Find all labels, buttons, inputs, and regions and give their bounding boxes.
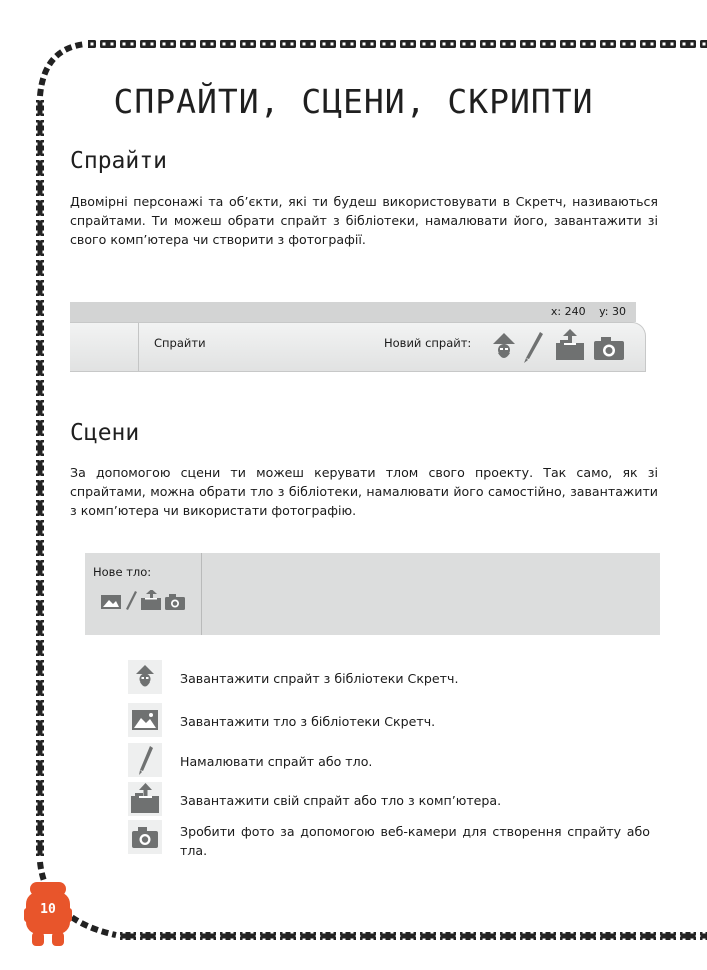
page-title: СПРАЙТИ, СЦЕНИ, СКРИПТИ xyxy=(113,82,594,121)
scenes-heading: Сцени xyxy=(70,420,140,446)
backdrop-panel xyxy=(85,553,660,635)
new-sprite-tools xyxy=(490,329,650,365)
sprite-library-icon[interactable] xyxy=(493,333,515,358)
sprites-paragraph: Двомірні персонажі та об’єкти, які ти будеш використовувати в Скретч, називаються спрайтами. Ти можеш обрати спрайт з бібліотеки, намалювати його, завантажити зі свого комп’ютера чи створити з фотографії. xyxy=(70,194,658,247)
legend-text-content: Зробити фото за допомогою веб-камери для створення спрайту або тла. xyxy=(180,824,650,858)
sprite-library-icon xyxy=(128,660,162,694)
camera-icon[interactable] xyxy=(594,337,624,360)
upload-icon[interactable] xyxy=(141,590,161,610)
backdrop-library-icon[interactable] xyxy=(101,595,121,609)
new-sprite-label: Новий спрайт: xyxy=(384,336,472,350)
coord-y: y: 30 xyxy=(599,305,626,318)
sprites-heading: Спрайти xyxy=(70,148,167,174)
backdrop-library-icon xyxy=(128,703,162,737)
scenes-paragraph: За допомогою сцени ти можеш керувати тлом свого проекту. Так само, як зі спрайтами, можна обрати тло з бібліотеки, намалювати його самостійно, завантажити з комп’ютера чи використати фотографію. xyxy=(70,465,658,518)
new-backdrop-label: Нове тло: xyxy=(93,565,152,579)
paintbrush-icon xyxy=(128,743,162,777)
legend-text xyxy=(180,822,650,860)
sprites-tab-bar xyxy=(70,322,646,372)
paintbrush-icon[interactable] xyxy=(126,591,137,610)
page-number: 10 xyxy=(40,902,56,917)
legend-text: Завантажити спрайт з бібліотеки Скретч. xyxy=(180,671,459,686)
paintbrush-icon[interactable] xyxy=(524,332,543,363)
camera-icon xyxy=(128,820,162,854)
upload-icon[interactable] xyxy=(556,329,584,360)
stage-thumbnail-area xyxy=(70,323,139,371)
stage-backdrop-area xyxy=(85,553,202,635)
coordinates-bar xyxy=(70,302,636,322)
sprite-panel xyxy=(70,302,646,372)
new-backdrop-tools xyxy=(101,590,191,612)
camera-icon[interactable] xyxy=(165,594,185,610)
legend-text: Завантажити тло з бібліотеки Скретч. xyxy=(180,714,436,729)
legend-text: Намалювати спрайт або тло. xyxy=(180,754,373,769)
sprites-tab-label: Спрайти xyxy=(154,336,206,350)
legend-text: Завантажити свій спрайт або тло з комп’ютера. xyxy=(180,793,502,808)
coord-x: x: 240 xyxy=(550,305,586,318)
upload-icon xyxy=(128,782,162,816)
